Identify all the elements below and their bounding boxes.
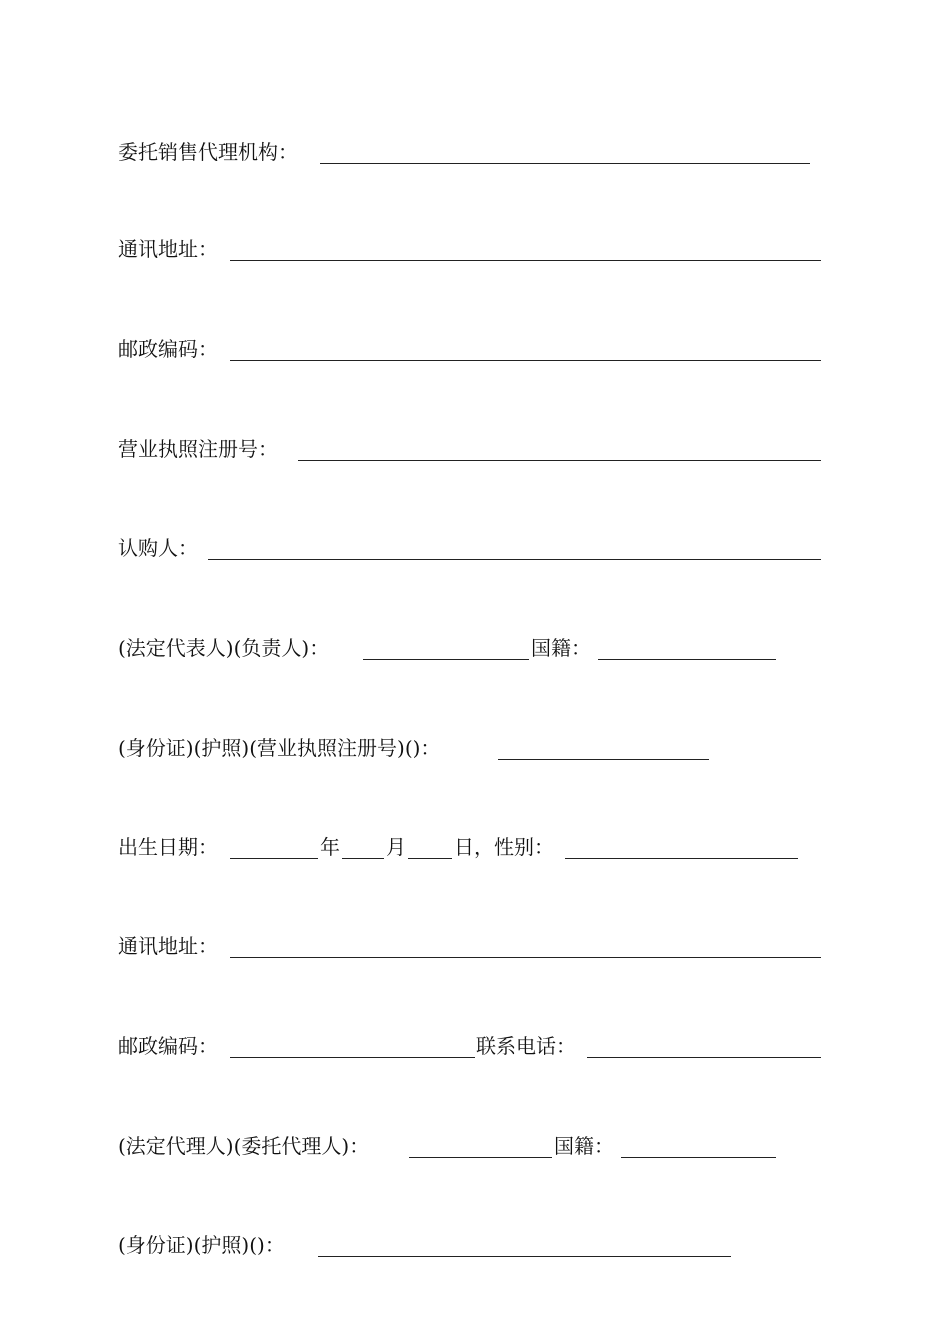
birth-month-label: 月 [386, 835, 406, 859]
agency-address-label: 通讯地址： [118, 237, 218, 261]
agency-license-field[interactable] [298, 460, 821, 461]
agent-field[interactable] [409, 1157, 552, 1158]
agency-field[interactable] [320, 163, 810, 164]
buyer-postcode-field[interactable] [230, 1057, 475, 1058]
agency-postcode-field[interactable] [230, 360, 821, 361]
agent-nationality-label: 国籍： [554, 1134, 614, 1158]
buyer-address-label: 通讯地址： [118, 934, 218, 958]
birth-label: 出生日期： [118, 835, 218, 859]
buyer-field[interactable] [208, 559, 821, 560]
agent-label: (法定代理人)(委托代理人)： [118, 1134, 370, 1158]
buyer-postcode-label: 邮政编码： [118, 1034, 218, 1058]
birth-month-field[interactable] [342, 858, 384, 859]
agency-postcode-label: 邮政编码： [118, 337, 218, 361]
agency-label: 委托销售代理机构： [118, 140, 298, 164]
agency-address-field[interactable] [230, 260, 821, 261]
buyer-phone-label: 联系电话： [476, 1034, 576, 1058]
birth-day-field[interactable] [408, 858, 452, 859]
legal-rep-nationality-field[interactable] [598, 659, 776, 660]
buyer-label: 认购人： [118, 536, 198, 560]
agent-id-field[interactable] [318, 1256, 731, 1257]
agent-nationality-field[interactable] [621, 1157, 776, 1158]
agency-license-label: 营业执照注册号： [118, 437, 278, 461]
legal-rep-field[interactable] [363, 659, 529, 660]
legal-rep-label: (法定代表人)(负责人)： [118, 636, 330, 660]
birth-year-label: 年 [320, 835, 340, 859]
gender-field[interactable] [565, 858, 798, 859]
buyer-phone-field[interactable] [587, 1057, 821, 1058]
birth-day-gender-label: 日，性别： [454, 835, 554, 859]
agent-id-label: (身份证)(护照)()： [118, 1233, 285, 1257]
buyer-id-label: (身份证)(护照)(营业执照注册号)()： [118, 736, 441, 760]
buyer-address-field[interactable] [230, 957, 821, 958]
birth-year-field[interactable] [230, 858, 318, 859]
buyer-id-field[interactable] [498, 759, 709, 760]
legal-rep-nationality-label: 国籍： [531, 636, 591, 660]
